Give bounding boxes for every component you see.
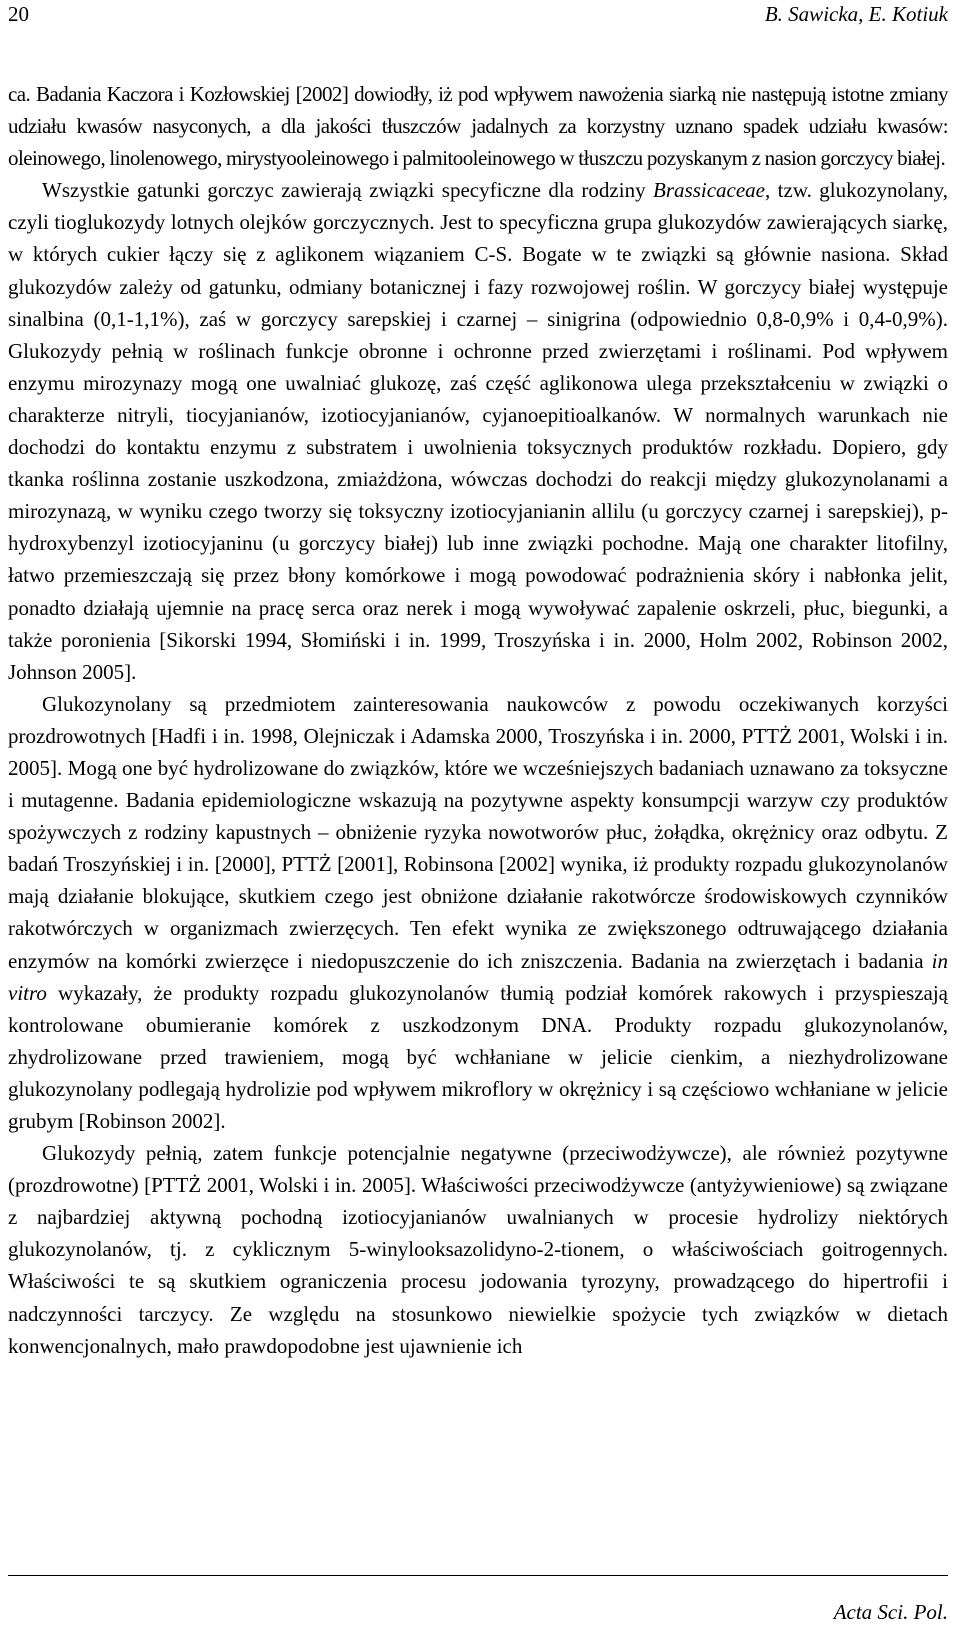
italic-text: Brassicaceae	[653, 178, 765, 203]
text-segment: , tzw. glukozynolany, czyli tioglukozydy lotnych olejków gorczycznych. Jest to specyficzna grupa glukozydów zawierających siarkę, w których cukier łączy się z aglikonem wiązaniem C-S. Bogate w te związki są głównie nasiona. Skład glukozydów zależy od gatunku, odmiany botanicznej i fazy rozwojowej roślin. W gorczycy białej występuje sinalbina (0,1-1,1%), zaś w gorczycy sarepskiej i czarnej – sinigrina (odpowiednio 0,8-0,9% i 0,4-0,9%). Glukozydy pełnią w roślinach funkcje obronne i ochronne przed zwierzętami i roślinami. Pod wpływem enzymu mirozynazy mogą one uwalniać glukozę, zaś część aglikonowa ulega przekształceniu w związki o charakterze nitryli, tiocyjanianów, izotiocyjanianów, cyjanoepitioalkanów. W normalnych warunkach nie dochodzi do kontaktu enzymu z substratem i uwolnienia toksycznych produktów rozkładu. Dopiero, gdy tkanka roślinna zostanie uszkodzona, zmiażdżona, wówczas dochodzi do reakcji między glukozynolanami a mirozynazą, w wyniku czego tworzy się toksyczny izotiocyjanianin allilu (u gorczycy czarnej i sarepskiej), p-hydroxybenzyl izotiocyjaninu (u gorczycy białej) lub inne związki pochodne. Mają one charakter litofilny, łatwo przemieszczają się przez błony komórkowe i mogą powodować podrażnienia skóry i nabłonka jelit, ponadto działają ujemnie na pracę serca oraz nerek i mogą wywoływać zapalenie oskrzeli, płuc, biegunki, a także poronienia [Sikorski 1994, Słomiński i in. 1999, Troszyńska i in. 2000, Holm 2002, Robinson 2002, Johnson 2005].	[8, 178, 949, 684]
text-segment: ca. Badania Kaczora i Kozłowskiej [2002] dowiodły, iż pod wpływem nawożenia siarką nie następują istotne zmiany udziału kwasów nasyconych, a dla jakości tłuszczów jadalnych za korzystny uznano spadek udziału kwasów: oleinowego, linolenowego, mirystyooleinowego i palmitooleinowego w tłuszczu pozyskanym z nasion gorczycy białej.	[8, 82, 948, 171]
text-segment: Glukozydy pełnią, zatem funkcje potencjalnie negatywne (przeciwodżywcze), ale również pozytywne (prozdrowotne) [PTTŻ 2001, Wolski i in. 2005]. Właściwości przeciwodżywcze (antyżywieniowe) są związane z najbardziej aktywną pochodną izotiocyjanianów uwalnianych w procesie hydrolizy niektórych glukozynolanów, tj. z cyklicznym 5-winylooksazolidyno-2-tionem, o właściwościach goitrogennych. Właściwości te są skutkiem ograniczenia procesu jodowania tyrozyny, prowadzącego do hipertrofii i nadczynności tarczycy. Ze względu na stosunkowo niewielkie spożycie tych związków w dietach konwencjonalnych, mało prawdopodobne jest ujawnienie ich	[8, 1141, 948, 1358]
journal-footer: Acta Sci. Pol.	[833, 1600, 948, 1624]
text-segment: wykazały, że produkty rozpadu glukozynolanów tłumią podział komórek rakowych i przyspieszają kontrolowane obumieranie komórek z uszkodzonym DNA. Produkty rozpadu glukozynolanów, zhydrolizowane przed trawieniem, mogą być wchłaniane w jelicie cienkim, a niezhydrolizowane glukozynolany podlegają hydrolizie pod wpływem mikroflory w okrężnicy i są częściowo wchłaniane w jelicie grubym [Robinson 2002].	[8, 980, 948, 1133]
running-head-authors: B. Sawicka, E. Kotiuk	[764, 2, 948, 26]
text-segment: Glukozynolany są przedmiotem zainteresowania naukowców z powodu oczekiwanych korzyści prozdrowotnych [Hadfi i in. 1998, Olejniczak i Adamska 2000, Troszyńska i in. 2000, PTTŻ 2001, Wolski i in. 2005]. Mogą one być hydrolizowane do związków, które we wcześniejszych badaniach uznawano za toksyczne i mutagenne. Badania epidemiologiczne wskazują na pozytywne aspekty konsumpcji warzyw czy produktów spożywczych z rodziny kapustnych – obniżenie ryzyka nowotworów płuc, żołądka, okrężnicy oraz odbytu. Z badań Troszyńskiej i in. [2000], PTTŻ [2001], Robinsona [2002] wynika, iż produkty rozpadu glukozynolanów mają działanie blokujące, skutkiem czego jest obniżone działanie rakotwórcze środowiskowych czynników rakotwórczych w organizmach zwierzęcych. Ten efekt wynika ze zwiększonego odtruwającego działania enzymów na komórki zwierzęce i niedopuszczenie do ich zniszczenia. Badania na zwierzętach i badania	[8, 691, 948, 973]
paragraph	[8, 174, 948, 688]
footer-rule	[8, 1575, 948, 1576]
paragraph	[8, 688, 948, 1137]
page-header	[8, 2, 948, 32]
paragraph	[8, 78, 948, 174]
text-segment: Wszystkie gatunki gorczyc zawierają związki specyficzne dla rodziny	[42, 178, 654, 203]
page-number: 20	[8, 2, 29, 26]
body-text	[8, 78, 948, 1362]
italic-text: in vitro	[8, 948, 948, 1005]
paragraph	[8, 1137, 948, 1362]
